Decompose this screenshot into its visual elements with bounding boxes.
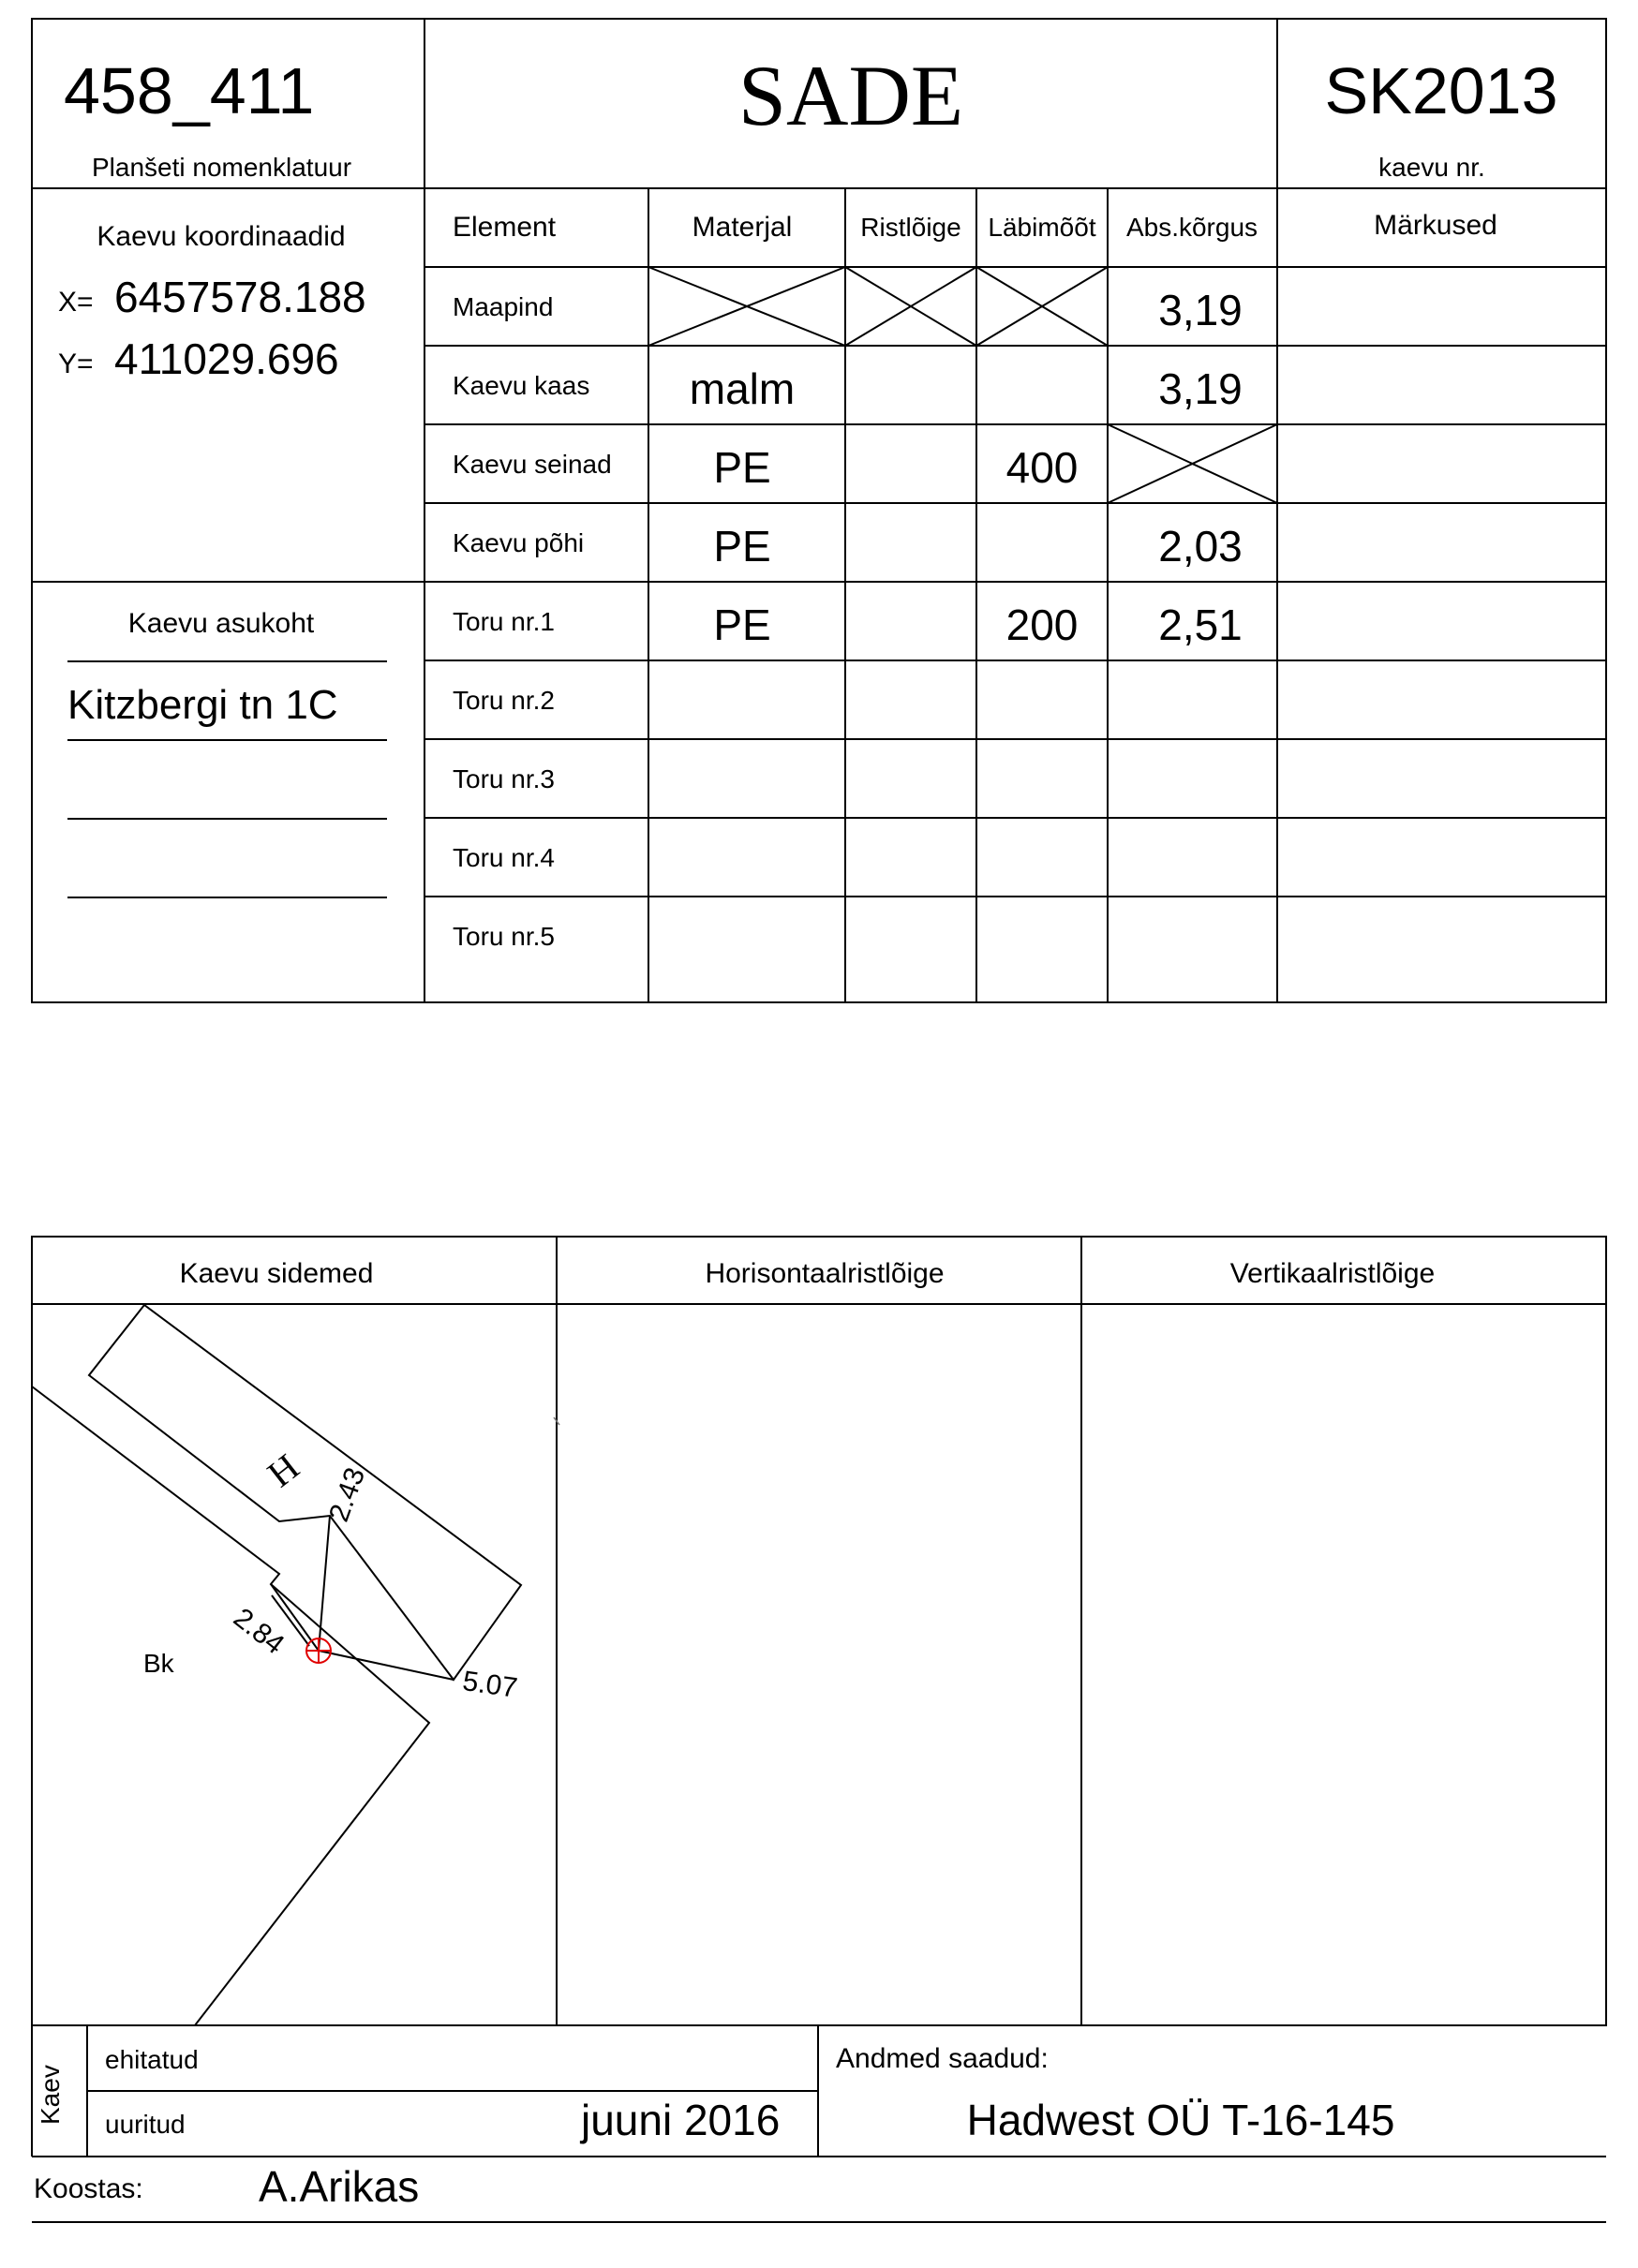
dimension-label: 2.43 [323,1463,372,1526]
nomenclature-label: Planšeti nomenklatuur [92,153,352,182]
location-address: Kitzbergi tn 1C [67,682,338,728]
row-element-label: Kaevu põhi [453,528,585,557]
site-sketch [32,1305,521,2025]
cell-abs-height: 2,51 [1158,600,1243,649]
cell-diameter: 400 [1005,443,1079,492]
compiled-by-name: A.Arikas [259,2162,420,2211]
dimension-label: 5.07 [460,1666,520,1704]
row-element-label: Maapind [453,292,554,321]
row-element-label: Toru nr.2 [453,686,555,715]
column-header-diameter: Läbimõõt [988,213,1096,242]
cell-material: PE [713,600,771,649]
column-header-element: Element [453,212,557,243]
cell-material: malm [689,364,796,413]
location-label: Kaevu asukoht [127,608,315,639]
area-label: Bk [143,1649,174,1678]
row-element-label: Kaevu kaas [453,371,590,400]
cell-abs-height: 3,19 [1158,286,1243,334]
ties-panel-label: Kaevu sidemed [179,1258,374,1289]
row-element-label: Toru nr.4 [453,843,555,872]
compiled-by-label: Koostas: [34,2173,143,2204]
column-header-notes: Märkused [1374,210,1497,241]
row-element-label: Toru nr.3 [453,764,555,793]
column-header-material: Materjal [692,212,793,243]
cell-material: PE [713,522,771,571]
cell-material: PE [713,443,771,492]
row-element-label: Kaevu seinad [453,450,612,479]
data-source-label: Andmed saadud: [836,2043,1049,2074]
y-coordinate-value: 411029.696 [114,334,339,383]
building-outline [89,1305,521,1680]
building-symbol: H [259,1445,307,1496]
column-header-abs-height: Abs.kõrgus [1125,213,1258,242]
vertical-section-label: Vertikaalristlõige [1229,1258,1436,1289]
data-source-value: Hadwest OÜ T-16-145 [966,2096,1395,2144]
surveyed-date: juuni 2016 [581,2096,781,2144]
column-header-cross-section: Ristlõige [860,213,961,242]
x-coordinate-value: 6457578.188 [114,273,366,321]
surveyed-label: uuritud [105,2110,186,2139]
document-title: SADE [737,48,964,143]
horizontal-section-label: Horisontaalristlõige [705,1258,945,1289]
cell-diameter: 200 [1005,600,1079,649]
row-element-label: Toru nr.5 [453,922,555,951]
built-label: ehitatud [105,2045,199,2074]
y-coordinate-label: Y= [58,348,94,379]
cell-abs-height: 2,03 [1158,522,1243,571]
cell-abs-height: 3,19 [1158,364,1243,413]
x-coordinate-label: X= [58,287,94,318]
well-number-label: kaevu nr. [1378,153,1485,182]
well-number: SK2013 [1324,54,1558,127]
parcel-boundary [32,1386,429,2025]
kaev-label: Kaev [36,2065,65,2125]
dimension-label: 2.84 [227,1602,290,1661]
well-icon [306,1638,331,1663]
coordinates-label: Kaevu koordinaadid [97,221,346,252]
nomenclature-value: 458_411 [64,54,315,127]
row-element-label: Toru nr.1 [453,607,555,636]
